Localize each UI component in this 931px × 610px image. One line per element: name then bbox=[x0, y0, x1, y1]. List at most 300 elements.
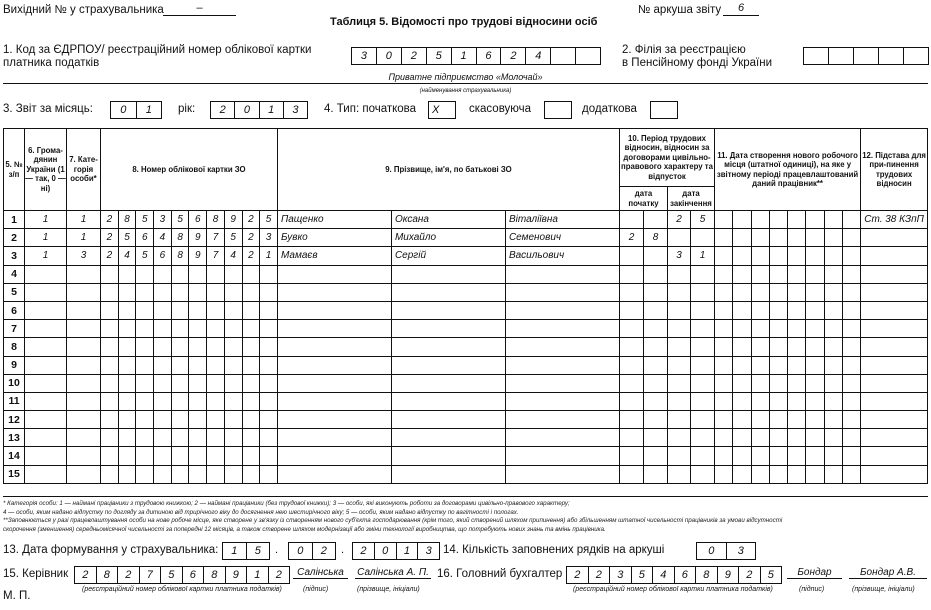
new-job-date-cell[interactable] bbox=[769, 411, 787, 429]
card-digit-cell[interactable] bbox=[136, 374, 154, 392]
start-date-cell[interactable] bbox=[643, 447, 667, 465]
new-job-date-cell[interactable] bbox=[788, 356, 806, 374]
termination-basis-cell[interactable] bbox=[861, 338, 928, 356]
new-job-date-cell[interactable] bbox=[733, 229, 751, 247]
card-digit-cell[interactable] bbox=[171, 447, 189, 465]
new-job-date-cell[interactable] bbox=[733, 411, 751, 429]
new-job-date-cell[interactable] bbox=[806, 356, 824, 374]
surname-cell[interactable] bbox=[277, 356, 391, 374]
start-date-cell[interactable]: 8 bbox=[643, 229, 667, 247]
end-date-cell[interactable] bbox=[690, 356, 714, 374]
start-date-cell[interactable] bbox=[619, 465, 643, 483]
termination-basis-cell[interactable] bbox=[861, 356, 928, 374]
new-job-date-cell[interactable] bbox=[751, 411, 769, 429]
new-job-date-cell[interactable] bbox=[842, 356, 860, 374]
new-job-date-cell[interactable] bbox=[788, 320, 806, 338]
new-job-date-cell[interactable] bbox=[733, 374, 751, 392]
card-digit-cell[interactable] bbox=[260, 301, 278, 319]
termination-basis-cell[interactable] bbox=[861, 429, 928, 447]
card-digit-cell[interactable] bbox=[242, 447, 260, 465]
type-additional-checkbox[interactable] bbox=[650, 101, 678, 119]
card-digit-cell[interactable] bbox=[101, 411, 119, 429]
end-date-cell[interactable] bbox=[690, 447, 714, 465]
citizen-cell[interactable] bbox=[25, 392, 67, 410]
card-digit-cell[interactable] bbox=[260, 338, 278, 356]
category-cell[interactable] bbox=[67, 338, 101, 356]
end-date-cell[interactable] bbox=[690, 320, 714, 338]
card-digit-cell[interactable] bbox=[207, 356, 225, 374]
row-number[interactable]: 11 bbox=[4, 392, 25, 410]
card-digit-cell[interactable] bbox=[154, 429, 172, 447]
new-job-date-cell[interactable] bbox=[824, 447, 842, 465]
new-job-date-cell[interactable] bbox=[769, 320, 787, 338]
termination-basis-cell[interactable] bbox=[861, 283, 928, 301]
termination-basis-cell[interactable] bbox=[861, 447, 928, 465]
new-job-date-cell[interactable] bbox=[788, 411, 806, 429]
director-name[interactable]: Салінська А. П. bbox=[355, 567, 431, 579]
patronymic-cell[interactable] bbox=[505, 338, 619, 356]
end-date-cell[interactable] bbox=[667, 338, 690, 356]
card-digit-cell[interactable] bbox=[242, 465, 260, 483]
patronymic-cell[interactable]: Васильович bbox=[505, 247, 619, 265]
termination-basis-cell[interactable] bbox=[861, 374, 928, 392]
outgoing-number-field[interactable]: – bbox=[163, 2, 236, 16]
category-cell[interactable] bbox=[67, 283, 101, 301]
new-job-date-cell[interactable] bbox=[788, 283, 806, 301]
card-digit-cell[interactable] bbox=[118, 283, 136, 301]
row-number[interactable]: 8 bbox=[4, 338, 25, 356]
termination-basis-cell[interactable] bbox=[861, 265, 928, 283]
card-digit-cell[interactable] bbox=[101, 356, 119, 374]
card-digit-cell[interactable] bbox=[101, 265, 119, 283]
row-number[interactable]: 5 bbox=[4, 283, 25, 301]
new-job-date-cell[interactable] bbox=[715, 429, 733, 447]
new-job-date-cell[interactable] bbox=[751, 429, 769, 447]
start-date-cell[interactable] bbox=[619, 283, 643, 301]
card-digit-cell[interactable] bbox=[189, 374, 207, 392]
first-name-cell[interactable] bbox=[391, 338, 505, 356]
new-job-date-cell[interactable] bbox=[733, 211, 751, 229]
card-digit-cell[interactable] bbox=[171, 265, 189, 283]
row-number[interactable]: 15 bbox=[4, 465, 25, 483]
card-digit-cell[interactable] bbox=[136, 301, 154, 319]
surname-cell[interactable]: Мамаєв bbox=[277, 247, 391, 265]
new-job-date-cell[interactable] bbox=[806, 429, 824, 447]
card-digit-cell[interactable]: 9 bbox=[224, 211, 242, 229]
surname-cell[interactable] bbox=[277, 283, 391, 301]
new-job-date-cell[interactable] bbox=[788, 447, 806, 465]
termination-basis-cell[interactable] bbox=[861, 392, 928, 410]
card-digit-cell[interactable] bbox=[154, 283, 172, 301]
new-job-date-cell[interactable] bbox=[751, 392, 769, 410]
new-job-date-cell[interactable] bbox=[824, 229, 842, 247]
card-digit-cell[interactable] bbox=[224, 411, 242, 429]
start-date-cell[interactable] bbox=[619, 429, 643, 447]
new-job-date-cell[interactable] bbox=[824, 429, 842, 447]
surname-cell[interactable] bbox=[277, 265, 391, 283]
new-job-date-cell[interactable] bbox=[769, 265, 787, 283]
new-job-date-cell[interactable] bbox=[824, 411, 842, 429]
card-digit-cell[interactable] bbox=[154, 265, 172, 283]
start-date-cell[interactable] bbox=[643, 392, 667, 410]
new-job-date-cell[interactable] bbox=[806, 320, 824, 338]
end-date-cell[interactable] bbox=[667, 301, 690, 319]
new-job-date-cell[interactable] bbox=[733, 283, 751, 301]
new-job-date-cell[interactable] bbox=[769, 447, 787, 465]
end-date-cell[interactable] bbox=[667, 392, 690, 410]
category-cell[interactable] bbox=[67, 265, 101, 283]
new-job-date-cell[interactable] bbox=[715, 411, 733, 429]
surname-cell[interactable] bbox=[277, 392, 391, 410]
card-digit-cell[interactable] bbox=[101, 392, 119, 410]
citizen-cell[interactable] bbox=[25, 374, 67, 392]
card-digit-cell[interactable]: 8 bbox=[118, 211, 136, 229]
start-date-cell[interactable] bbox=[619, 211, 643, 229]
card-digit-cell[interactable] bbox=[242, 429, 260, 447]
card-digit-cell[interactable] bbox=[207, 429, 225, 447]
patronymic-cell[interactable] bbox=[505, 411, 619, 429]
new-job-date-cell[interactable] bbox=[788, 374, 806, 392]
new-job-date-cell[interactable] bbox=[806, 211, 824, 229]
new-job-date-cell[interactable] bbox=[715, 338, 733, 356]
new-job-date-cell[interactable] bbox=[769, 247, 787, 265]
card-digit-cell[interactable] bbox=[224, 265, 242, 283]
end-date-cell[interactable]: 3 bbox=[667, 247, 690, 265]
card-digit-cell[interactable] bbox=[154, 301, 172, 319]
first-name-cell[interactable] bbox=[391, 447, 505, 465]
citizen-cell[interactable]: 1 bbox=[25, 211, 67, 229]
card-digit-cell[interactable] bbox=[189, 447, 207, 465]
accountant-card-field[interactable] bbox=[566, 566, 782, 584]
report-month-field[interactable] bbox=[110, 101, 162, 119]
surname-cell[interactable] bbox=[277, 465, 391, 483]
card-digit-cell[interactable] bbox=[154, 320, 172, 338]
surname-cell[interactable] bbox=[277, 429, 391, 447]
new-job-date-cell[interactable] bbox=[751, 356, 769, 374]
card-digit-cell[interactable] bbox=[171, 301, 189, 319]
new-job-date-cell[interactable] bbox=[824, 283, 842, 301]
citizen-cell[interactable] bbox=[25, 301, 67, 319]
card-digit-cell[interactable] bbox=[260, 320, 278, 338]
card-digit-cell[interactable] bbox=[171, 320, 189, 338]
start-date-cell[interactable] bbox=[643, 374, 667, 392]
card-digit-cell[interactable]: 3 bbox=[154, 211, 172, 229]
director-card-field[interactable] bbox=[74, 566, 290, 584]
card-digit-cell[interactable] bbox=[101, 465, 119, 483]
card-digit-cell[interactable] bbox=[136, 392, 154, 410]
card-digit-cell[interactable] bbox=[260, 465, 278, 483]
row-number[interactable]: 13 bbox=[4, 429, 25, 447]
start-date-cell[interactable] bbox=[619, 301, 643, 319]
new-job-date-cell[interactable] bbox=[824, 392, 842, 410]
new-job-date-cell[interactable] bbox=[824, 465, 842, 483]
new-job-date-cell[interactable] bbox=[842, 429, 860, 447]
citizen-cell[interactable] bbox=[25, 411, 67, 429]
start-date-cell[interactable] bbox=[643, 356, 667, 374]
new-job-date-cell[interactable] bbox=[842, 320, 860, 338]
end-date-cell[interactable] bbox=[690, 429, 714, 447]
first-name-cell[interactable]: Сергій bbox=[391, 247, 505, 265]
card-digit-cell[interactable] bbox=[101, 429, 119, 447]
new-job-date-cell[interactable] bbox=[824, 247, 842, 265]
card-digit-cell[interactable]: 5 bbox=[136, 211, 154, 229]
type-cancel-checkbox[interactable] bbox=[544, 101, 572, 119]
new-job-date-cell[interactable] bbox=[769, 392, 787, 410]
citizen-cell[interactable]: 1 bbox=[25, 229, 67, 247]
category-cell[interactable]: 3 bbox=[67, 247, 101, 265]
new-job-date-cell[interactable] bbox=[769, 301, 787, 319]
surname-cell[interactable] bbox=[277, 374, 391, 392]
end-date-cell[interactable] bbox=[667, 229, 690, 247]
start-date-cell[interactable] bbox=[643, 211, 667, 229]
new-job-date-cell[interactable] bbox=[824, 211, 842, 229]
card-digit-cell[interactable] bbox=[260, 356, 278, 374]
card-digit-cell[interactable] bbox=[260, 429, 278, 447]
card-digit-cell[interactable] bbox=[207, 338, 225, 356]
card-digit-cell[interactable] bbox=[136, 320, 154, 338]
new-job-date-cell[interactable] bbox=[733, 320, 751, 338]
type-initial-checkbox[interactable] bbox=[428, 101, 456, 119]
card-digit-cell[interactable] bbox=[118, 411, 136, 429]
accountant-name[interactable]: Бондар А.В. bbox=[849, 567, 927, 579]
new-job-date-cell[interactable] bbox=[842, 411, 860, 429]
patronymic-cell[interactable] bbox=[505, 392, 619, 410]
new-job-date-cell[interactable] bbox=[769, 338, 787, 356]
category-cell[interactable] bbox=[67, 301, 101, 319]
row-number[interactable]: 6 bbox=[4, 301, 25, 319]
new-job-date-cell[interactable] bbox=[715, 265, 733, 283]
patronymic-cell[interactable] bbox=[505, 374, 619, 392]
citizen-cell[interactable] bbox=[25, 465, 67, 483]
new-job-date-cell[interactable] bbox=[733, 301, 751, 319]
end-date-cell[interactable] bbox=[690, 229, 714, 247]
new-job-date-cell[interactable] bbox=[715, 283, 733, 301]
new-job-date-cell[interactable] bbox=[842, 392, 860, 410]
start-date-cell[interactable] bbox=[643, 320, 667, 338]
new-job-date-cell[interactable] bbox=[842, 229, 860, 247]
card-digit-cell[interactable]: 4 bbox=[154, 229, 172, 247]
card-digit-cell[interactable] bbox=[242, 392, 260, 410]
end-date-cell[interactable] bbox=[667, 429, 690, 447]
category-cell[interactable] bbox=[67, 356, 101, 374]
row-number[interactable]: 2 bbox=[4, 229, 25, 247]
first-name-cell[interactable] bbox=[391, 356, 505, 374]
card-digit-cell[interactable] bbox=[224, 374, 242, 392]
citizen-cell[interactable] bbox=[25, 320, 67, 338]
new-job-date-cell[interactable] bbox=[788, 338, 806, 356]
end-date-cell[interactable] bbox=[667, 465, 690, 483]
card-digit-cell[interactable] bbox=[224, 338, 242, 356]
category-cell[interactable] bbox=[67, 465, 101, 483]
new-job-date-cell[interactable] bbox=[715, 447, 733, 465]
new-job-date-cell[interactable] bbox=[824, 301, 842, 319]
first-name-cell[interactable] bbox=[391, 265, 505, 283]
end-date-cell[interactable] bbox=[667, 447, 690, 465]
surname-cell[interactable] bbox=[277, 301, 391, 319]
card-digit-cell[interactable] bbox=[242, 320, 260, 338]
new-job-date-cell[interactable] bbox=[733, 429, 751, 447]
end-date-cell[interactable] bbox=[667, 283, 690, 301]
new-job-date-cell[interactable] bbox=[751, 465, 769, 483]
new-job-date-cell[interactable] bbox=[715, 356, 733, 374]
card-digit-cell[interactable]: 9 bbox=[189, 247, 207, 265]
row-number[interactable]: 4 bbox=[4, 265, 25, 283]
new-job-date-cell[interactable] bbox=[733, 392, 751, 410]
first-name-cell[interactable]: Оксана bbox=[391, 211, 505, 229]
new-job-date-cell[interactable] bbox=[751, 211, 769, 229]
citizen-cell[interactable] bbox=[25, 265, 67, 283]
director-signature[interactable]: Салінська bbox=[293, 567, 348, 579]
card-digit-cell[interactable] bbox=[101, 301, 119, 319]
new-job-date-cell[interactable] bbox=[769, 465, 787, 483]
card-digit-cell[interactable] bbox=[189, 265, 207, 283]
card-digit-cell[interactable] bbox=[154, 392, 172, 410]
new-job-date-cell[interactable] bbox=[824, 374, 842, 392]
filled-rows-field[interactable] bbox=[696, 542, 756, 560]
new-job-date-cell[interactable] bbox=[842, 283, 860, 301]
termination-basis-cell[interactable] bbox=[861, 247, 928, 265]
citizen-cell[interactable] bbox=[25, 283, 67, 301]
surname-cell[interactable]: Пащенко bbox=[277, 211, 391, 229]
card-digit-cell[interactable] bbox=[224, 301, 242, 319]
new-job-date-cell[interactable] bbox=[824, 320, 842, 338]
new-job-date-cell[interactable] bbox=[842, 265, 860, 283]
end-date-cell[interactable] bbox=[690, 411, 714, 429]
card-digit-cell[interactable] bbox=[224, 320, 242, 338]
end-date-cell[interactable] bbox=[690, 465, 714, 483]
card-digit-cell[interactable] bbox=[242, 265, 260, 283]
card-digit-cell[interactable] bbox=[242, 411, 260, 429]
card-digit-cell[interactable]: 2 bbox=[242, 247, 260, 265]
new-job-date-cell[interactable] bbox=[733, 247, 751, 265]
creation-year-field[interactable] bbox=[352, 542, 440, 560]
edrpou-code-field[interactable] bbox=[351, 47, 601, 65]
new-job-date-cell[interactable] bbox=[806, 229, 824, 247]
citizen-cell[interactable]: 1 bbox=[25, 247, 67, 265]
card-digit-cell[interactable] bbox=[224, 429, 242, 447]
card-digit-cell[interactable]: 7 bbox=[207, 229, 225, 247]
card-digit-cell[interactable] bbox=[154, 465, 172, 483]
card-digit-cell[interactable] bbox=[260, 447, 278, 465]
new-job-date-cell[interactable] bbox=[788, 229, 806, 247]
surname-cell[interactable] bbox=[277, 411, 391, 429]
start-date-cell[interactable] bbox=[619, 447, 643, 465]
card-digit-cell[interactable] bbox=[101, 338, 119, 356]
card-digit-cell[interactable] bbox=[136, 465, 154, 483]
new-job-date-cell[interactable] bbox=[842, 247, 860, 265]
new-job-date-cell[interactable] bbox=[824, 356, 842, 374]
patronymic-cell[interactable]: Семенович bbox=[505, 229, 619, 247]
card-digit-cell[interactable] bbox=[118, 265, 136, 283]
card-digit-cell[interactable] bbox=[189, 301, 207, 319]
card-digit-cell[interactable]: 8 bbox=[171, 247, 189, 265]
card-digit-cell[interactable] bbox=[207, 447, 225, 465]
card-digit-cell[interactable] bbox=[189, 338, 207, 356]
card-digit-cell[interactable] bbox=[242, 356, 260, 374]
citizen-cell[interactable] bbox=[25, 338, 67, 356]
card-digit-cell[interactable] bbox=[118, 429, 136, 447]
card-digit-cell[interactable]: 5 bbox=[260, 211, 278, 229]
new-job-date-cell[interactable] bbox=[751, 247, 769, 265]
card-digit-cell[interactable] bbox=[136, 338, 154, 356]
start-date-cell[interactable] bbox=[643, 411, 667, 429]
card-digit-cell[interactable]: 2 bbox=[101, 247, 119, 265]
new-job-date-cell[interactable] bbox=[715, 229, 733, 247]
new-job-date-cell[interactable] bbox=[806, 447, 824, 465]
new-job-date-cell[interactable] bbox=[715, 374, 733, 392]
card-digit-cell[interactable]: 9 bbox=[189, 229, 207, 247]
new-job-date-cell[interactable] bbox=[733, 356, 751, 374]
card-digit-cell[interactable] bbox=[242, 301, 260, 319]
surname-cell[interactable] bbox=[277, 320, 391, 338]
card-digit-cell[interactable]: 8 bbox=[207, 211, 225, 229]
card-digit-cell[interactable] bbox=[224, 447, 242, 465]
new-job-date-cell[interactable] bbox=[806, 465, 824, 483]
end-date-cell[interactable] bbox=[667, 374, 690, 392]
card-digit-cell[interactable] bbox=[260, 265, 278, 283]
surname-cell[interactable] bbox=[277, 447, 391, 465]
card-digit-cell[interactable]: 3 bbox=[260, 229, 278, 247]
patronymic-cell[interactable]: Віталіївна bbox=[505, 211, 619, 229]
creation-month-field[interactable] bbox=[288, 542, 336, 560]
card-digit-cell[interactable] bbox=[260, 411, 278, 429]
new-job-date-cell[interactable] bbox=[806, 265, 824, 283]
new-job-date-cell[interactable] bbox=[788, 211, 806, 229]
card-digit-cell[interactable] bbox=[118, 447, 136, 465]
card-digit-cell[interactable] bbox=[224, 392, 242, 410]
card-digit-cell[interactable] bbox=[224, 356, 242, 374]
card-digit-cell[interactable] bbox=[260, 374, 278, 392]
new-job-date-cell[interactable] bbox=[788, 247, 806, 265]
card-digit-cell[interactable] bbox=[242, 338, 260, 356]
card-digit-cell[interactable]: 8 bbox=[171, 229, 189, 247]
row-number[interactable]: 7 bbox=[4, 320, 25, 338]
card-digit-cell[interactable] bbox=[189, 411, 207, 429]
card-digit-cell[interactable] bbox=[189, 283, 207, 301]
category-cell[interactable]: 1 bbox=[67, 229, 101, 247]
row-number[interactable]: 9 bbox=[4, 356, 25, 374]
card-digit-cell[interactable]: 4 bbox=[224, 247, 242, 265]
end-date-cell[interactable] bbox=[667, 320, 690, 338]
creation-day-field[interactable] bbox=[222, 542, 270, 560]
card-digit-cell[interactable]: 4 bbox=[118, 247, 136, 265]
first-name-cell[interactable] bbox=[391, 301, 505, 319]
start-date-cell[interactable] bbox=[619, 374, 643, 392]
card-digit-cell[interactable] bbox=[154, 411, 172, 429]
new-job-date-cell[interactable] bbox=[788, 265, 806, 283]
new-job-date-cell[interactable] bbox=[733, 465, 751, 483]
card-digit-cell[interactable] bbox=[154, 338, 172, 356]
citizen-cell[interactable] bbox=[25, 356, 67, 374]
card-digit-cell[interactable] bbox=[136, 411, 154, 429]
end-date-cell[interactable] bbox=[667, 356, 690, 374]
card-digit-cell[interactable] bbox=[136, 356, 154, 374]
card-digit-cell[interactable] bbox=[189, 356, 207, 374]
new-job-date-cell[interactable] bbox=[824, 265, 842, 283]
termination-basis-cell[interactable] bbox=[861, 229, 928, 247]
end-date-cell[interactable]: 2 bbox=[667, 211, 690, 229]
insurer-name[interactable]: Приватне підприємство «Молочай» bbox=[3, 72, 928, 84]
card-digit-cell[interactable] bbox=[207, 392, 225, 410]
card-digit-cell[interactable] bbox=[171, 283, 189, 301]
category-cell[interactable] bbox=[67, 374, 101, 392]
card-digit-cell[interactable] bbox=[118, 338, 136, 356]
end-date-cell[interactable] bbox=[690, 301, 714, 319]
card-digit-cell[interactable]: 6 bbox=[136, 229, 154, 247]
card-digit-cell[interactable] bbox=[101, 447, 119, 465]
surname-cell[interactable] bbox=[277, 338, 391, 356]
first-name-cell[interactable]: Михайло bbox=[391, 229, 505, 247]
